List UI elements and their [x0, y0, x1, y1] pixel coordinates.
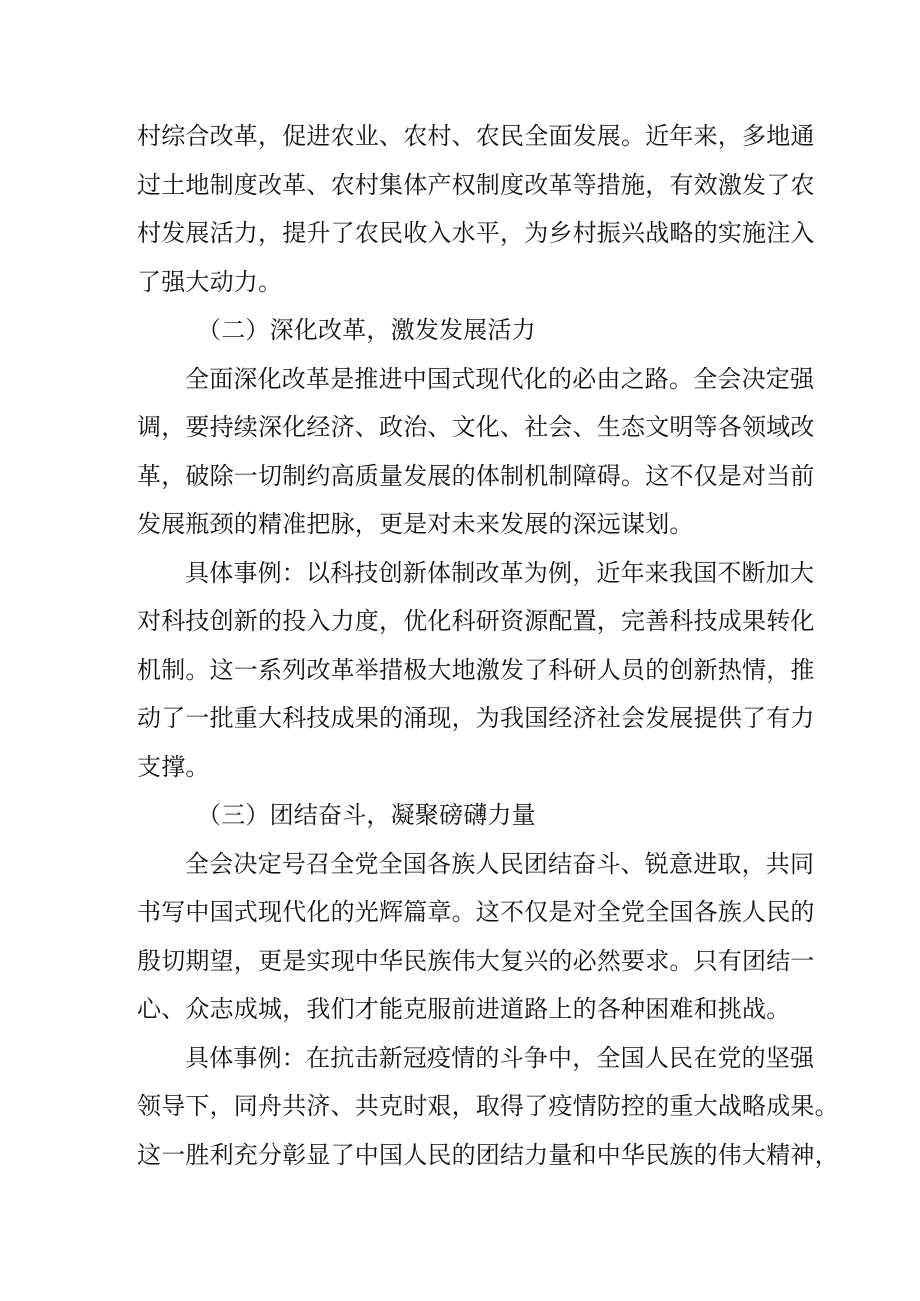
paragraph-line: 全会决定号召全党全国各族人民团结奋斗、锐意进取，共同: [185, 849, 815, 878]
paragraph-line: 村发展活力，提升了农民收入水平，为乡村振兴战略的实施注入: [137, 219, 815, 247]
section-heading: （二）深化改革，激发发展活力: [197, 316, 536, 344]
paragraph-line: 了强大动力。: [137, 267, 283, 296]
paragraph-line: 机制。这一系列改革举措极大地激发了科研人员的创新热情，推: [137, 655, 815, 684]
paragraph-line: 领导下，同舟共济、共克时艰，取得了疫情防控的重大战略成果。: [137, 1092, 839, 1120]
paragraph-line: 发展瓶颈的精准把脉，更是对未来发展的深远谋划。: [137, 510, 694, 538]
paragraph-line: 革，破除一切制约高质量发展的体制机制障碍。这不仅是对当前: [137, 461, 815, 490]
section-heading: （三）团结奋斗，凝聚磅礴力量: [197, 801, 536, 829]
paragraph-line: 殷切期望，更是实现中华民族伟大复兴的必然要求。只有团结一: [137, 946, 815, 975]
paragraph-line: 调，要持续深化经济、政治、文化、社会、生态文明等各领域改: [137, 413, 815, 441]
paragraph-line: 动了一批重大科技成果的涌现，为我国经济社会发展提供了有力: [137, 704, 815, 732]
paragraph-line: 过土地制度改革、农村集体产权制度改革等措施，有效激发了农: [137, 170, 815, 199]
paragraph-line: 心、众志成城，我们才能克服前进道路上的各种困难和挑战。: [137, 995, 791, 1023]
paragraph-line: 村综合改革，促进农业、农村、农民全面发展。近年来，多地通: [137, 122, 815, 150]
paragraph-line: 支撑。: [137, 752, 210, 781]
paragraph-line: 书写中国式现代化的光辉篇章。这不仅是对全党全国各族人民的: [137, 898, 815, 926]
paragraph-line: 对科技创新的投入力度，优化科研资源配置，完善科技成果转化: [137, 607, 815, 635]
paragraph-line: 全面深化改革是推进中国式现代化的必由之路。全会决定强: [185, 364, 815, 393]
paragraph-line: 这一胜利充分彰显了中国人民的团结力量和中华民族的伟大精神，: [137, 1140, 839, 1169]
paragraph-line: 具体事例：在抗击新冠疫情的斗争中，全国人民在党的坚强: [185, 1043, 815, 1072]
paragraph-line: 具体事例：以科技创新体制改革为例，近年来我国不断加大: [185, 558, 815, 587]
document-body: [137, 112, 839, 1179]
